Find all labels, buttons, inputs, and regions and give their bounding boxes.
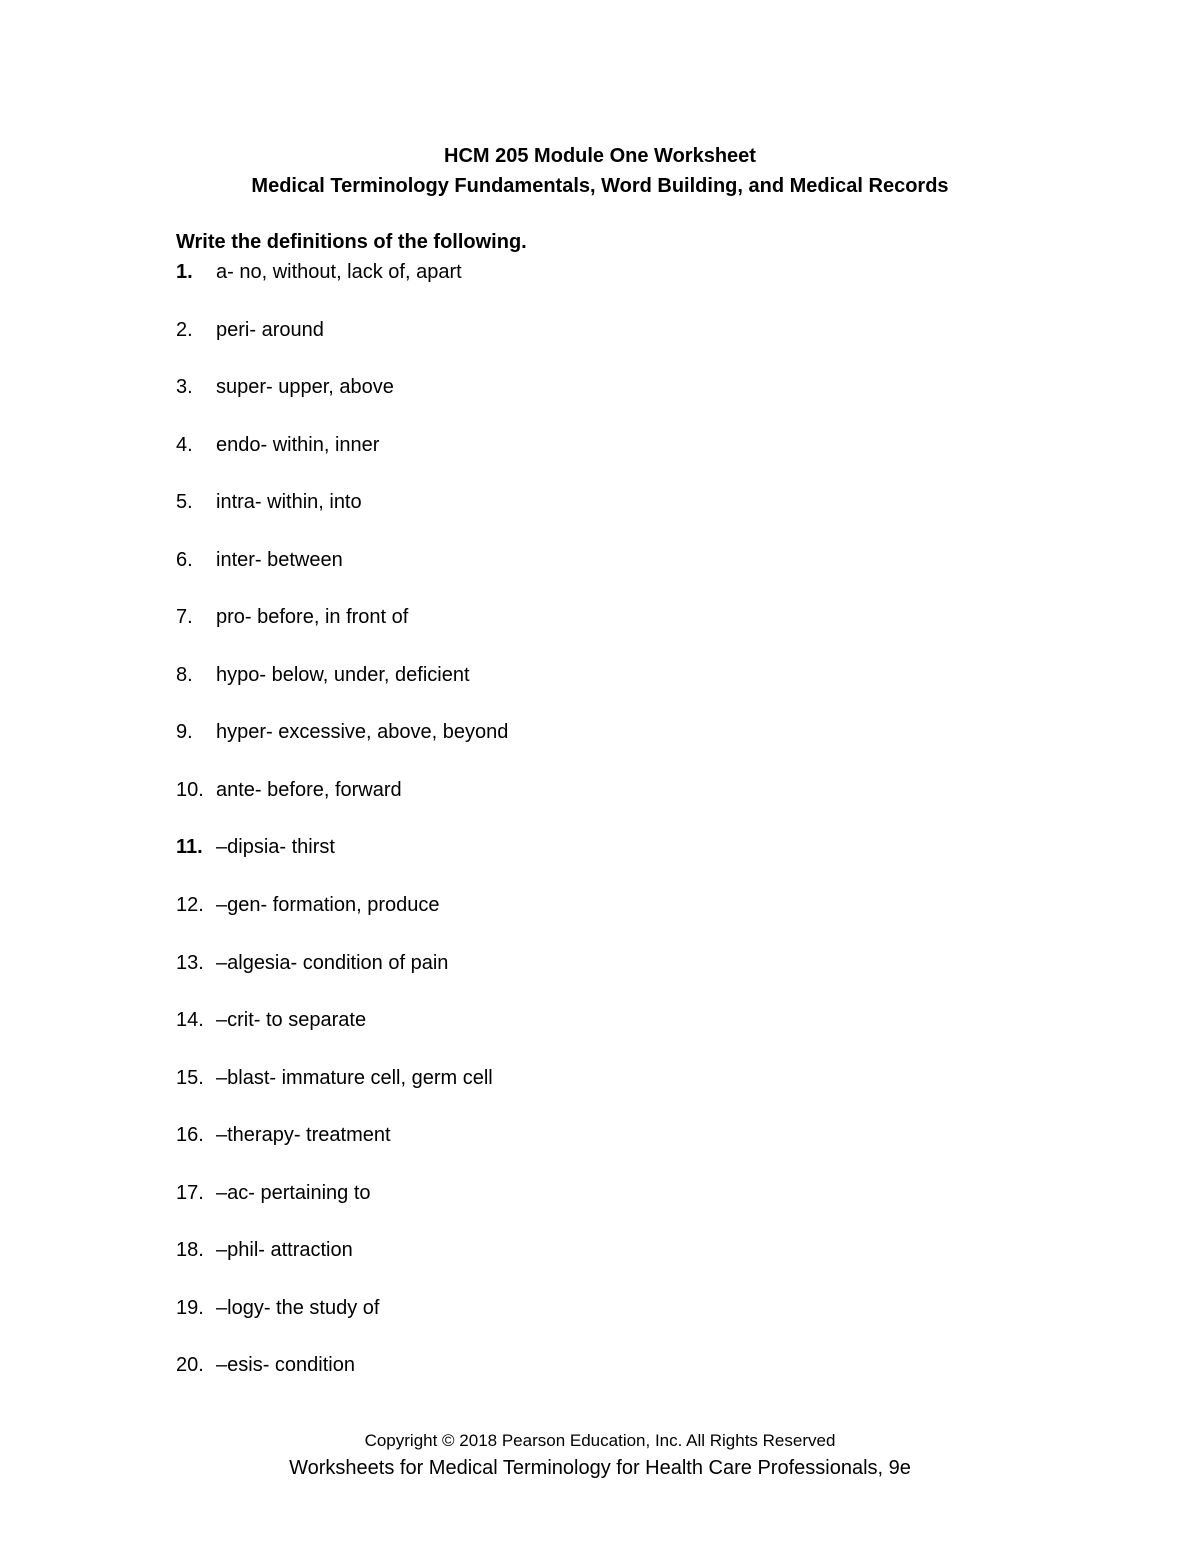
item-number: 4. bbox=[176, 433, 193, 456]
list-item bbox=[176, 833, 508, 891]
item-number: 3. bbox=[176, 376, 193, 399]
item-definition: –ac- pertaining to bbox=[216, 1181, 371, 1204]
item-definition: intra- within, into bbox=[216, 491, 362, 514]
item-definition: super- upper, above bbox=[216, 376, 394, 399]
item-number: 13. bbox=[176, 951, 204, 974]
item-number: 14. bbox=[176, 1009, 204, 1032]
item-number: 7. bbox=[176, 606, 193, 629]
page-title: HCM 205 Module One Worksheet bbox=[444, 145, 756, 167]
list-item bbox=[176, 1236, 508, 1294]
copyright-text: Copyright © 2018 Pearson Education, Inc. All Rights Reserved bbox=[364, 1431, 836, 1450]
list-item bbox=[176, 316, 508, 374]
item-number: 19. bbox=[176, 1296, 204, 1319]
list-item bbox=[176, 1351, 508, 1409]
list-item bbox=[176, 373, 508, 431]
list-item bbox=[176, 949, 508, 1007]
item-definition: –gen- formation, produce bbox=[216, 894, 440, 917]
item-number: 20. bbox=[176, 1354, 204, 1377]
list-item bbox=[176, 776, 508, 834]
item-definition: pro- before, in front of bbox=[216, 606, 409, 629]
footer bbox=[0, 1428, 1200, 1482]
item-definition: inter- between bbox=[216, 548, 343, 571]
list-item bbox=[176, 661, 508, 719]
list-item bbox=[176, 603, 508, 661]
item-number: 8. bbox=[176, 663, 193, 686]
list-item bbox=[176, 1121, 508, 1179]
item-definition: ante- before, forward bbox=[216, 778, 402, 801]
page-subtitle: Medical Terminology Fundamentals, Word Building, and Medical Records bbox=[251, 175, 949, 197]
item-definition: –crit- to separate bbox=[216, 1009, 367, 1032]
item-number: 10. bbox=[176, 778, 204, 801]
item-number: 2. bbox=[176, 318, 193, 341]
item-definition: endo- within, inner bbox=[216, 433, 380, 456]
item-definition: –blast- immature cell, germ cell bbox=[216, 1066, 493, 1089]
item-number: 6. bbox=[176, 548, 193, 571]
list-item bbox=[176, 718, 508, 776]
item-definition: a- no, without, lack of, apart bbox=[216, 261, 462, 283]
book-title: Worksheets for Medical Terminology for Health Care Professionals, 9e bbox=[289, 1457, 911, 1479]
item-definition: peri- around bbox=[216, 318, 324, 341]
item-number: 9. bbox=[176, 721, 193, 744]
list-item bbox=[176, 1064, 508, 1122]
item-number: 5. bbox=[176, 491, 193, 514]
item-definition: hyper- excessive, above, beyond bbox=[216, 721, 509, 744]
instruction-text: Write the definitions of the following. bbox=[176, 231, 527, 253]
item-definition: –dipsia- thirst bbox=[216, 836, 335, 859]
item-number: 1. bbox=[176, 261, 193, 283]
item-number: 18. bbox=[176, 1239, 204, 1262]
item-definition: hypo- below, under, deficient bbox=[216, 663, 470, 686]
item-number: 12. bbox=[176, 894, 204, 917]
item-number: 15. bbox=[176, 1066, 204, 1089]
item-definition: –therapy- treatment bbox=[216, 1124, 391, 1147]
item-definition: –esis- condition bbox=[216, 1354, 355, 1377]
title-block bbox=[0, 141, 1200, 201]
item-definition: –phil- attraction bbox=[216, 1239, 353, 1262]
list-item bbox=[176, 1294, 508, 1352]
item-definition: –algesia- condition of pain bbox=[216, 951, 449, 974]
item-number: 17. bbox=[176, 1181, 204, 1204]
list-item bbox=[176, 488, 508, 546]
list-item bbox=[176, 1006, 508, 1064]
item-definition: –logy- the study of bbox=[216, 1296, 380, 1319]
list-item bbox=[176, 1179, 508, 1237]
definition-list bbox=[176, 258, 508, 1409]
list-item bbox=[176, 431, 508, 489]
item-number: 11. bbox=[176, 836, 203, 859]
list-item bbox=[176, 546, 508, 604]
list-item bbox=[176, 891, 508, 949]
item-number: 16. bbox=[176, 1124, 204, 1147]
list-item bbox=[176, 258, 508, 316]
